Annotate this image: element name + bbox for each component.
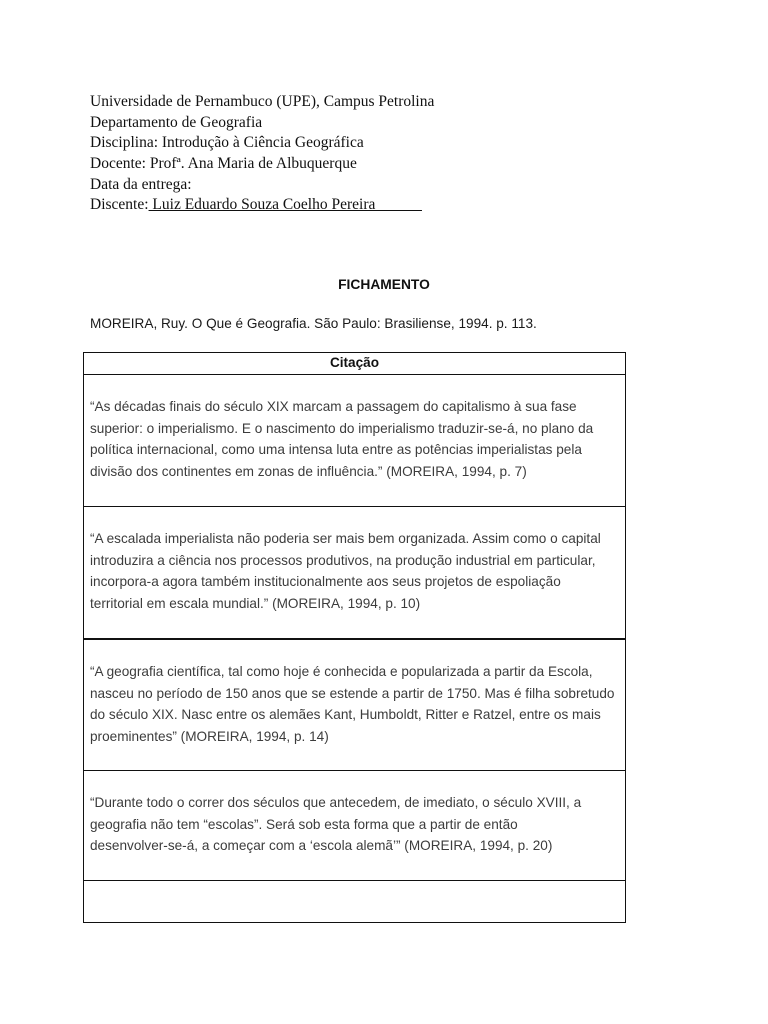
- citation-line: do século XIX. Nasc entre os alemães Kant, Humboldt, Ritter e Ratzel, entre os mais: [90, 707, 601, 723]
- citation-line: “As décadas finais do século XIX marcam a passagem do capitalismo à sua fase: [90, 399, 577, 414]
- citation-line: “A escalada imperialista não poderia ser mais bem organizada. Assim como o capital: [90, 531, 601, 546]
- citation-row: [83, 638, 626, 770]
- citation-line: “A geografia científica, tal como hoje é conhecida e popularizada a partir da Escola,: [90, 664, 593, 679]
- student-name: Luiz Eduardo Souza Coelho Pereira______: [148, 196, 422, 214]
- citation-table: [83, 352, 626, 923]
- bibliographic-reference: MOREIRA, Ruy. O Que é Geografia. São Paulo: Brasiliense, 1994. p. 113.: [90, 316, 537, 331]
- table-header-cell: Citação: [329, 355, 380, 370]
- citation-line: proeminentes” (MOREIRA, 1994, p. 14): [90, 729, 329, 745]
- citation-line: geografia não tem “escolas”. Será sob esta forma que a partir de então: [90, 816, 518, 832]
- department-line: Departamento de Geografia: [90, 113, 263, 131]
- citation-row: [83, 506, 626, 638]
- citation-line: introduzira a ciência nos processos produtivos, na produção industrial em particular,: [90, 552, 596, 568]
- delivery-date-line: Data da entrega:: [90, 175, 192, 193]
- document-title: FICHAMENTO: [338, 277, 430, 292]
- citation-row: [83, 770, 626, 880]
- citation-text: [83, 640, 626, 748]
- citation-line: superior: o imperialismo. E o nascimento do imperialismo traduzir-se-á, no plano da: [90, 420, 594, 436]
- citation-line: nasceu no período de 150 anos que se estende a partir de 1750. Mas é filha sobretudo: [90, 685, 615, 701]
- citation-line: “Durante todo o correr dos séculos que antecedem, de imediato, o século XVIII, a: [90, 795, 582, 810]
- teacher-line: Docente: Profª. Ana Maria de Albuquerque: [90, 155, 357, 173]
- citation-text: [83, 771, 626, 857]
- citation-text: [83, 507, 626, 615]
- citation-line: política internacional, como uma intensa luta entre as potências imperialistas pela: [90, 442, 582, 458]
- discipline-line: Disciplina: Introdução à Ciência Geográfica: [90, 134, 364, 152]
- citation-line: incorpora-a agora também institucionalmente aos seus projetos de espoliação: [90, 574, 561, 590]
- student-label: Discente:: [90, 196, 149, 214]
- citation-row: [83, 374, 626, 506]
- empty-citation-row: [83, 880, 626, 923]
- citation-line: desenvolver-se-á, a começar com a ‘escola alemã’” (MOREIRA, 1994, p. 20): [90, 838, 553, 854]
- citation-line: territorial em escala mundial.” (MOREIRA, 1994, p. 10): [90, 596, 421, 612]
- student-line: [90, 195, 434, 216]
- citation-line: divisão dos continentes em zonas de influência.” (MOREIRA, 1994, p. 7): [90, 464, 527, 480]
- university-line: Universidade de Pernambuco (UPE), Campus Petrolina: [90, 93, 435, 110]
- citation-text: [83, 375, 626, 483]
- document-header: [90, 92, 434, 216]
